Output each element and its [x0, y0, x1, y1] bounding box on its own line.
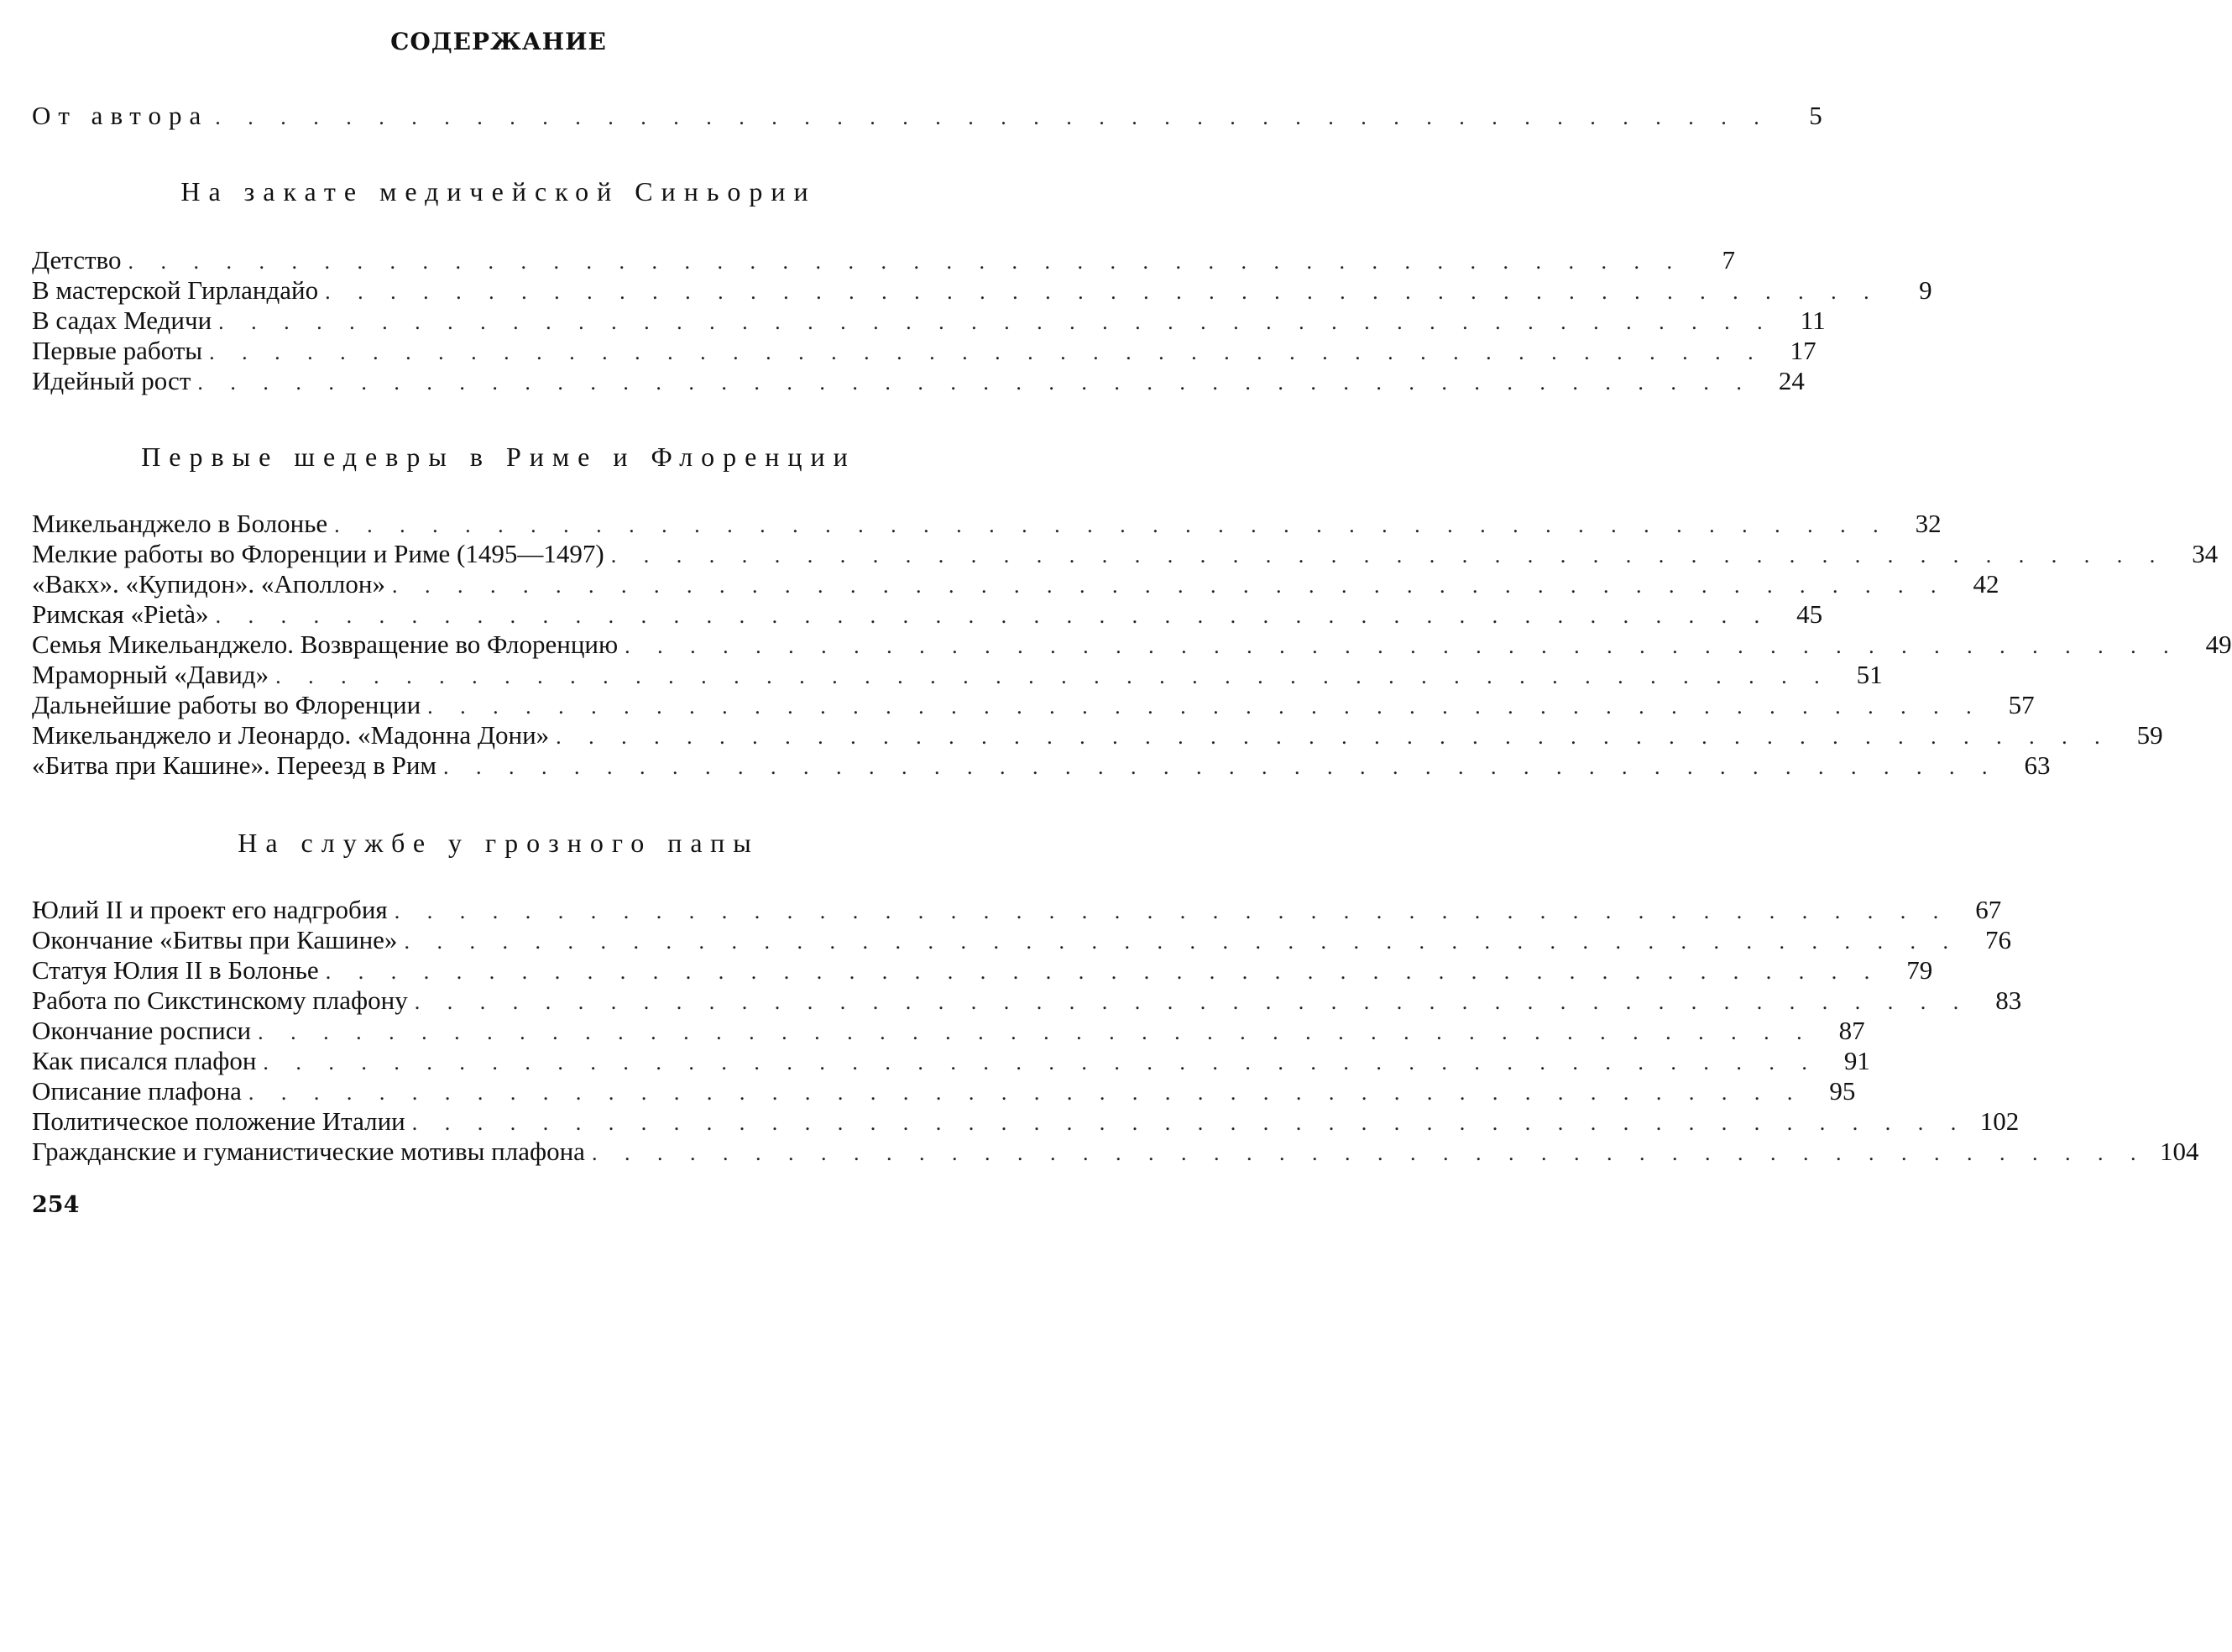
toc-entry	[32, 1046, 1870, 1076]
dot-leader: . . . . . . . . . . . . . . . . . . . . . . . . . . . . . . . . . . . . . . . . . . . . . . . .	[556, 724, 2111, 749]
toc-entry-label: Семья Микельанджело. Возвращение во Флоренцию	[32, 630, 619, 659]
dot-leader: . . . . . . . . . . . . . . . . . . . . . . . . . . . . . . . . . . . . . . . . . . . . . . . .	[197, 370, 1753, 395]
dot-leader: . . . . . . . . . . . . . . . . . . . . . . . . . . . . . . . . . . . . . . . . . . . . . . . .	[325, 280, 1880, 304]
toc-page-number: 42	[1973, 569, 1999, 599]
toc-entry	[32, 955, 1933, 985]
toc-page-number: 11	[1800, 306, 1826, 335]
toc-entry-label: От автора	[32, 101, 209, 130]
toc-entry	[32, 750, 2051, 781]
dot-leader: . . . . . . . . . . . . . . . . . . . . . . . . . . . . . . . . . . . . . . . . . . . . . . . .	[258, 1020, 1813, 1044]
dot-leader: . . . . . . . . . . . . . . . . . . . . . . . . . . . . . . . . . . . . . . . . . . . . . . . .	[209, 340, 1764, 364]
toc-entry	[32, 895, 2002, 925]
toc-entry-label: В мастерской Гирландайо	[32, 275, 319, 305]
toc-page-number: 45	[1796, 599, 1823, 629]
toc-page-number: 91	[1843, 1046, 1870, 1075]
toc-entry	[32, 690, 2035, 720]
toc-entry	[32, 245, 1735, 275]
dot-leader: . . . . . . . . . . . . . . . . . . . . . . . . . . . . . . . . . . . . . . . . . . . . . . . .	[275, 664, 1831, 688]
dot-leader: . . . . . . . . . . . . . . . . . . . . . . . . . . . . . . . . . . . . . . . . . . . . . . . .	[215, 105, 1770, 129]
toc-page-number: 24	[1778, 366, 1805, 395]
toc-entry	[32, 985, 2022, 1016]
toc-entry-label: Статуя Юлия II в Болонье	[32, 955, 319, 985]
dot-leader: . . . . . . . . . . . . . . . . . . . . . . . . . . . . . . . . . . . . . . . . . . . . . . . .	[215, 604, 1771, 628]
toc-entry	[32, 1106, 2020, 1137]
toc-entry-label: Как писался плафон	[32, 1046, 257, 1075]
dot-leader: . . . . . . . . . . . . . . . . . . . . . . . . . . . . . . . . . . . . . . . . . . . . . . . .	[394, 899, 1950, 923]
toc-entry-label: «Битва при Кашине». Переезд в Рим	[32, 750, 437, 780]
toc-entry-intro	[32, 101, 1822, 131]
toc-entry	[32, 660, 1883, 690]
toc-page-number: 51	[1856, 660, 1883, 689]
toc-page-number: 17	[1790, 336, 1816, 365]
toc-entry-label: Политическое положение Италии	[32, 1106, 405, 1136]
toc-page-number: 7	[1722, 245, 1735, 274]
toc-page-number: 59	[2136, 720, 2163, 750]
dot-leader: . . . . . . . . . . . . . . . . . . . . . . . . . . . . . . . . . . . . . . . . . . . . . . . .	[427, 694, 1983, 719]
section-heading: Первые шедевры в Риме и Флоренции	[141, 442, 856, 472]
toc-entry-label: Мелкие работы во Флоренции и Риме (1495—1497)	[32, 539, 604, 568]
toc-entry	[32, 720, 2163, 750]
toc-entry	[32, 306, 1826, 336]
toc-entry-label: Римская «Pietà»	[32, 599, 209, 629]
dot-leader: . . . . . . . . . . . . . . . . . . . . . . . . . . . . . . . . . . . . . . . . . . . . . . . .	[325, 959, 1881, 984]
toc-entry-label: Микельанджело в Болонье	[32, 509, 328, 538]
page-number-footer: 254	[32, 1192, 80, 1218]
dot-leader: . . . . . . . . . . . . . . . . . . . . . . . . . . . . . . . . . . . . . . . . . . . . . . . .	[591, 1141, 2147, 1165]
section-heading: На закате медичейской Синьории	[180, 176, 817, 206]
toc-entry	[32, 1137, 2199, 1167]
dot-leader: . . . . . . . . . . . . . . . . . . . . . . . . . . . . . . . . . . . . . . . . . . . . . . . .	[443, 755, 1999, 779]
toc-entry-label: Мраморный «Давид»	[32, 660, 269, 689]
dot-leader: . . . . . . . . . . . . . . . . . . . . . . . . . . . . . . . . . . . . . . . . . . . . . . . .	[218, 310, 1774, 334]
toc-entry	[32, 366, 1805, 396]
toc-entry	[32, 336, 1816, 366]
toc-page-number: 67	[1975, 895, 2002, 924]
dot-leader: . . . . . . . . . . . . . . . . . . . . . . . . . . . . . . . . . . . . . . . . . . . . . . . .	[263, 1050, 1818, 1074]
toc-entry-label: Гражданские и гуманистические мотивы плафона	[32, 1137, 585, 1166]
dot-leader: . . . . . . . . . . . . . . . . . . . . . . . . . . . . . . . . . . . . . . . . . . . . . . . .	[391, 573, 1947, 598]
toc-entry-label: «Вакх». «Купидон». «Аполлон»	[32, 569, 385, 599]
toc-page-number: 5	[1809, 101, 1822, 130]
dot-leader: . . . . . . . . . . . . . . . . . . . . . . . . . . . . . . . . . . . . . . . . . . . . . . . .	[625, 634, 2180, 658]
toc-entry-label: Описание плафона	[32, 1076, 242, 1106]
toc-page-number: 32	[1915, 509, 1942, 538]
toc-entry	[32, 1076, 1856, 1106]
toc-entry-label: Первые работы	[32, 336, 203, 365]
toc-entry	[32, 569, 1999, 599]
toc-entry-label: Дальнейшие работы во Флоренции	[32, 690, 421, 719]
toc-entry-label: Микельанджело и Леонардо. «Мадонна Дони»	[32, 720, 550, 750]
toc-page-number: 83	[1995, 985, 2022, 1015]
toc-page-number: 79	[1906, 955, 1933, 985]
dot-leader: . . . . . . . . . . . . . . . . . . . . . . . . . . . . . . . . . . . . . . . . . . . . . . . .	[414, 990, 1970, 1014]
section-heading: На службе у грозного папы	[238, 828, 760, 858]
toc-page-number: 87	[1838, 1016, 1865, 1045]
toc-entry	[32, 1016, 1865, 1046]
toc-entry-label: Юлий II и проект его надгробия	[32, 895, 388, 924]
toc-entry-label: Работа по Сикстинскому плафону	[32, 985, 408, 1015]
toc-entry-label: Идейный рост	[32, 366, 191, 395]
dot-leader: . . . . . . . . . . . . . . . . . . . . . . . . . . . . . . . . . . . . . . . . . . . . . . . .	[334, 513, 1890, 537]
toc-entry	[32, 630, 2232, 660]
toc-entry-label: Окончание «Битвы при Кашине»	[32, 925, 398, 954]
toc-page-number: 34	[2192, 539, 2219, 568]
dot-leader: . . . . . . . . . . . . . . . . . . . . . . . . . . . . . . . . . . . . . . . . . . . . . . . .	[411, 1111, 1968, 1135]
dot-leader: . . . . . . . . . . . . . . . . . . . . . . . . . . . . . . . . . . . . . . . . . . . . . . . .	[248, 1080, 1804, 1105]
toc-page-number: 102	[1979, 1106, 2020, 1136]
toc-page-number: 95	[1829, 1076, 1856, 1106]
toc-page-number: 104	[2159, 1137, 2199, 1166]
page-title: СОДЕРЖАНИЕ	[390, 28, 607, 55]
dot-leader: . . . . . . . . . . . . . . . . . . . . . . . . . . . . . . . . . . . . . . . . . . . . . . . .	[610, 543, 2167, 567]
toc-page-number: 49	[2205, 630, 2232, 659]
toc-entry-label: В садах Медичи	[32, 306, 212, 335]
toc-entry	[32, 539, 2219, 569]
toc-entry-label: Окончание росписи	[32, 1016, 252, 1045]
toc-page-number: 9	[1919, 275, 1932, 305]
toc-entry	[32, 275, 1932, 306]
toc-page-number: 63	[2024, 750, 2051, 780]
toc-entry	[32, 925, 2011, 955]
toc-entry	[32, 599, 1823, 630]
dot-leader: . . . . . . . . . . . . . . . . . . . . . . . . . . . . . . . . . . . . . . . . . . . . . . . .	[404, 929, 1959, 954]
toc-entry	[32, 509, 1942, 539]
dot-leader: . . . . . . . . . . . . . . . . . . . . . . . . . . . . . . . . . . . . . . . . . . . . . . . .	[128, 249, 1683, 274]
toc-page-number: 76	[1984, 925, 2011, 954]
toc-page-number: 57	[2008, 690, 2035, 719]
toc-entry-label: Детство	[32, 245, 122, 274]
